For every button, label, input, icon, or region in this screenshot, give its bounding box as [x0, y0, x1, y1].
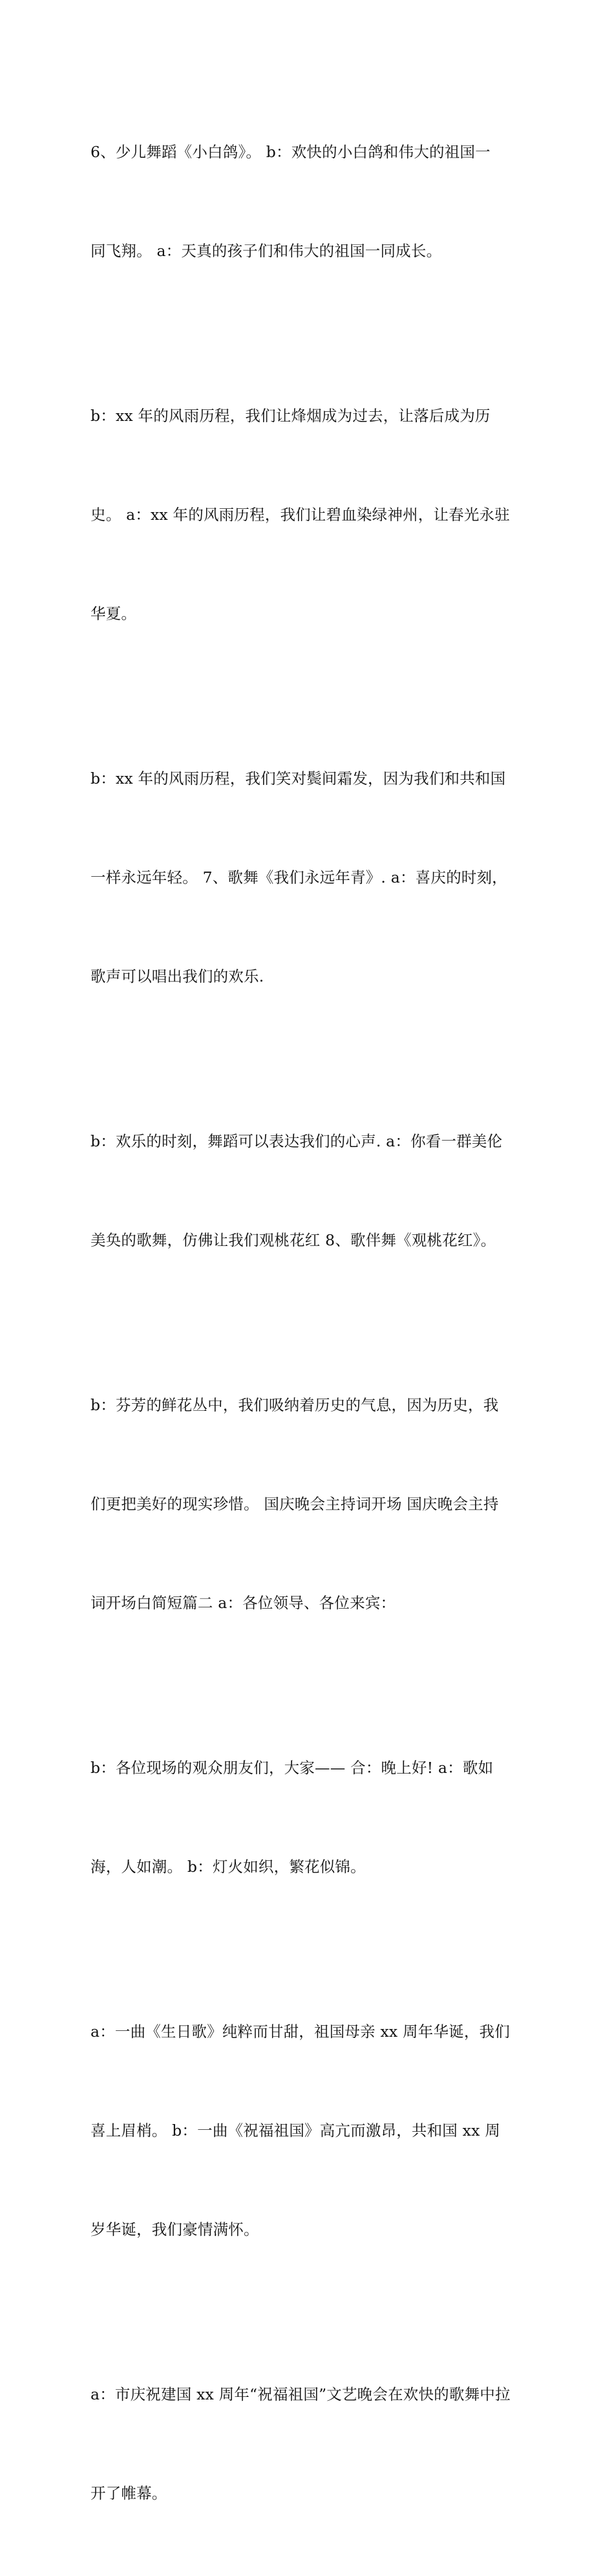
paragraph-5 — [90, 1323, 530, 1686]
text-line: 美奂的歌舞，仿佛让我们观桃花红 8、歌伴舞《观桃花红》。 — [90, 1231, 496, 1249]
text-line: 海，人如潮。 b：灯火如织，繁花似锦。 — [90, 1858, 366, 1876]
paragraph-1 — [90, 70, 530, 334]
paragraph-2 — [90, 334, 530, 696]
text-line: b：芬芳的鲜花丛中，我们吸纳着历史的气息，因为历史，我 — [90, 1396, 499, 1414]
text-line: 岁华诞，我们豪情满怀。 — [90, 2220, 259, 2238]
text-line: 同飞翔。 a：天真的孩子们和伟大的祖国一同成长。 — [90, 242, 442, 260]
text-line: 开了帷幕。 — [90, 2484, 167, 2502]
text-line: 史。 a：xx 年的风雨历程，我们让碧血染绿神州，让春光永驻 — [90, 506, 510, 524]
text-line: b：欢乐的时刻，舞蹈可以表达我们的心声. a：你看一群美伦 — [90, 1132, 503, 1150]
text-line: b：xx 年的风雨历程，我们让烽烟成为过去，让落后成为历 — [90, 407, 491, 425]
text-line: 歌声可以唱出我们的欢乐. — [90, 967, 264, 985]
document-body — [90, 70, 530, 2576]
text-line: a：一曲《生日歌》纯粹而甘甜，祖国母亲 xx 周年华诞，我们 — [90, 2023, 510, 2041]
paragraph-6 — [90, 1686, 530, 1949]
text-line: 喜上眉梢。 b：一曲《祝福祖国》高亢而激昂，共和国 xx 周 — [90, 2121, 500, 2140]
paragraph-8 — [90, 2312, 530, 2576]
text-line: a：市庆祝建国 xx 周年“祝福祖国”文艺晚会在欢快的歌舞中拉 — [90, 2385, 511, 2403]
paragraph-3 — [90, 696, 530, 1059]
text-line: 们更把美好的现实珍惜。 国庆晚会主持词开场 国庆晚会主持 — [90, 1495, 499, 1513]
text-line: b：各位现场的观众朋友们，大家—— 合：晚上好! a：歌如 — [90, 1759, 494, 1777]
text-line: 6、少儿舞蹈《小白鸽》。 b：欢快的小白鸽和伟大的祖国一 — [90, 143, 491, 161]
paragraph-4 — [90, 1059, 530, 1323]
text-line: 华夏。 — [90, 605, 137, 623]
text-line: 一样永远年轻。 7、歌舞《我们永远年青》. a：喜庆的时刻， — [90, 868, 507, 886]
text-line: b：xx 年的风雨历程，我们笑对鬓间霜发，因为我们和共和国 — [90, 769, 506, 788]
paragraph-7 — [90, 1949, 530, 2312]
text-line: 词开场白简短篇二 a：各位领导、各位来宾： — [90, 1594, 396, 1612]
